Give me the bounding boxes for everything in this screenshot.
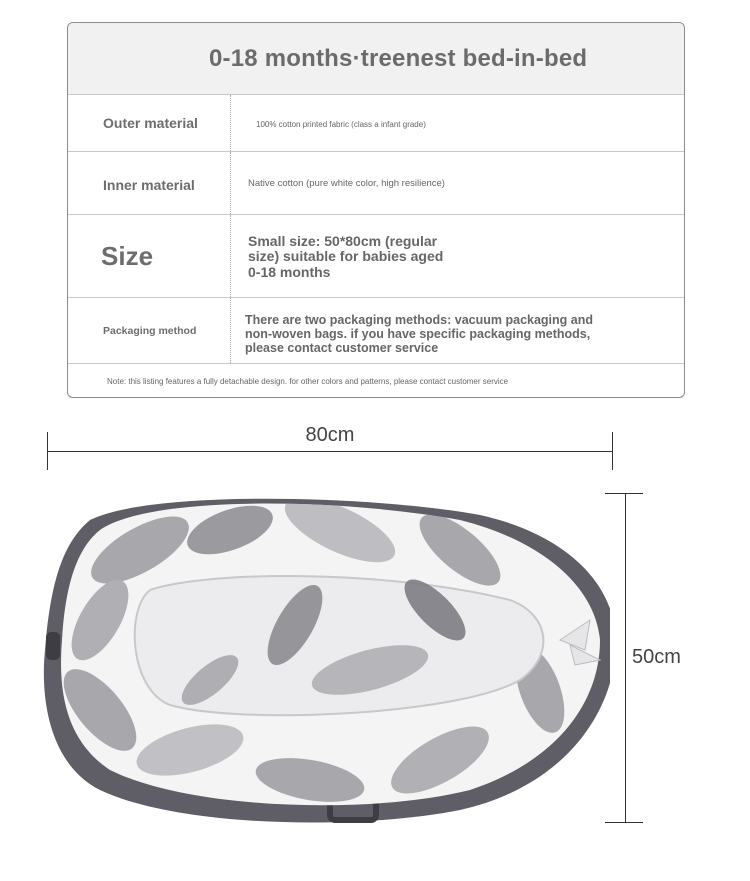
spec-value-line: non-woven bags. if you have specific packaging methods,	[245, 327, 591, 341]
spec-label: Outer material	[68, 95, 231, 151]
height-label: 50cm	[632, 646, 681, 668]
spec-value-line: 0-18 months	[248, 263, 331, 280]
spec-value-line: size) suitable for babies aged	[248, 248, 444, 265]
spec-table	[67, 22, 685, 398]
spec-value-line: There are two packaging methods: vacuum packaging and	[245, 313, 593, 327]
dimension-line	[47, 451, 613, 452]
width-dimension	[47, 424, 613, 472]
dimension-tick	[612, 432, 613, 470]
spec-label: Inner material	[68, 152, 231, 214]
spec-row-size	[68, 215, 684, 298]
spec-value: Native cotton (pure white color, high resilience)	[248, 177, 445, 189]
spec-row-outer-material	[68, 95, 684, 152]
spec-label: Size	[68, 215, 231, 297]
nest-handle-left	[46, 632, 60, 660]
spec-value	[231, 215, 684, 297]
spec-note: Note: this listing features a fully detachable design. for other colors and patterns, please contact customer service	[107, 377, 509, 386]
spec-value-line: Small size: 50*80cm (regular	[248, 232, 438, 249]
spec-header	[68, 23, 684, 95]
spec-value: 100% cotton printed fabric (class a infant grade)	[256, 119, 426, 129]
dimension-line	[625, 493, 626, 823]
width-label: 80cm	[305, 424, 355, 446]
baby-nest-image	[40, 490, 610, 830]
spec-row-inner-material	[68, 152, 684, 215]
spec-value	[231, 298, 684, 363]
spec-row-packaging-method	[68, 298, 684, 364]
dimension-tick	[605, 493, 643, 494]
dimension-tick	[605, 822, 643, 823]
spec-value-line: please contact customer service	[245, 341, 439, 355]
spec-title: 0-18 months·treenest bed-in-bed	[209, 44, 588, 72]
spec-label: Packaging method	[68, 298, 231, 363]
